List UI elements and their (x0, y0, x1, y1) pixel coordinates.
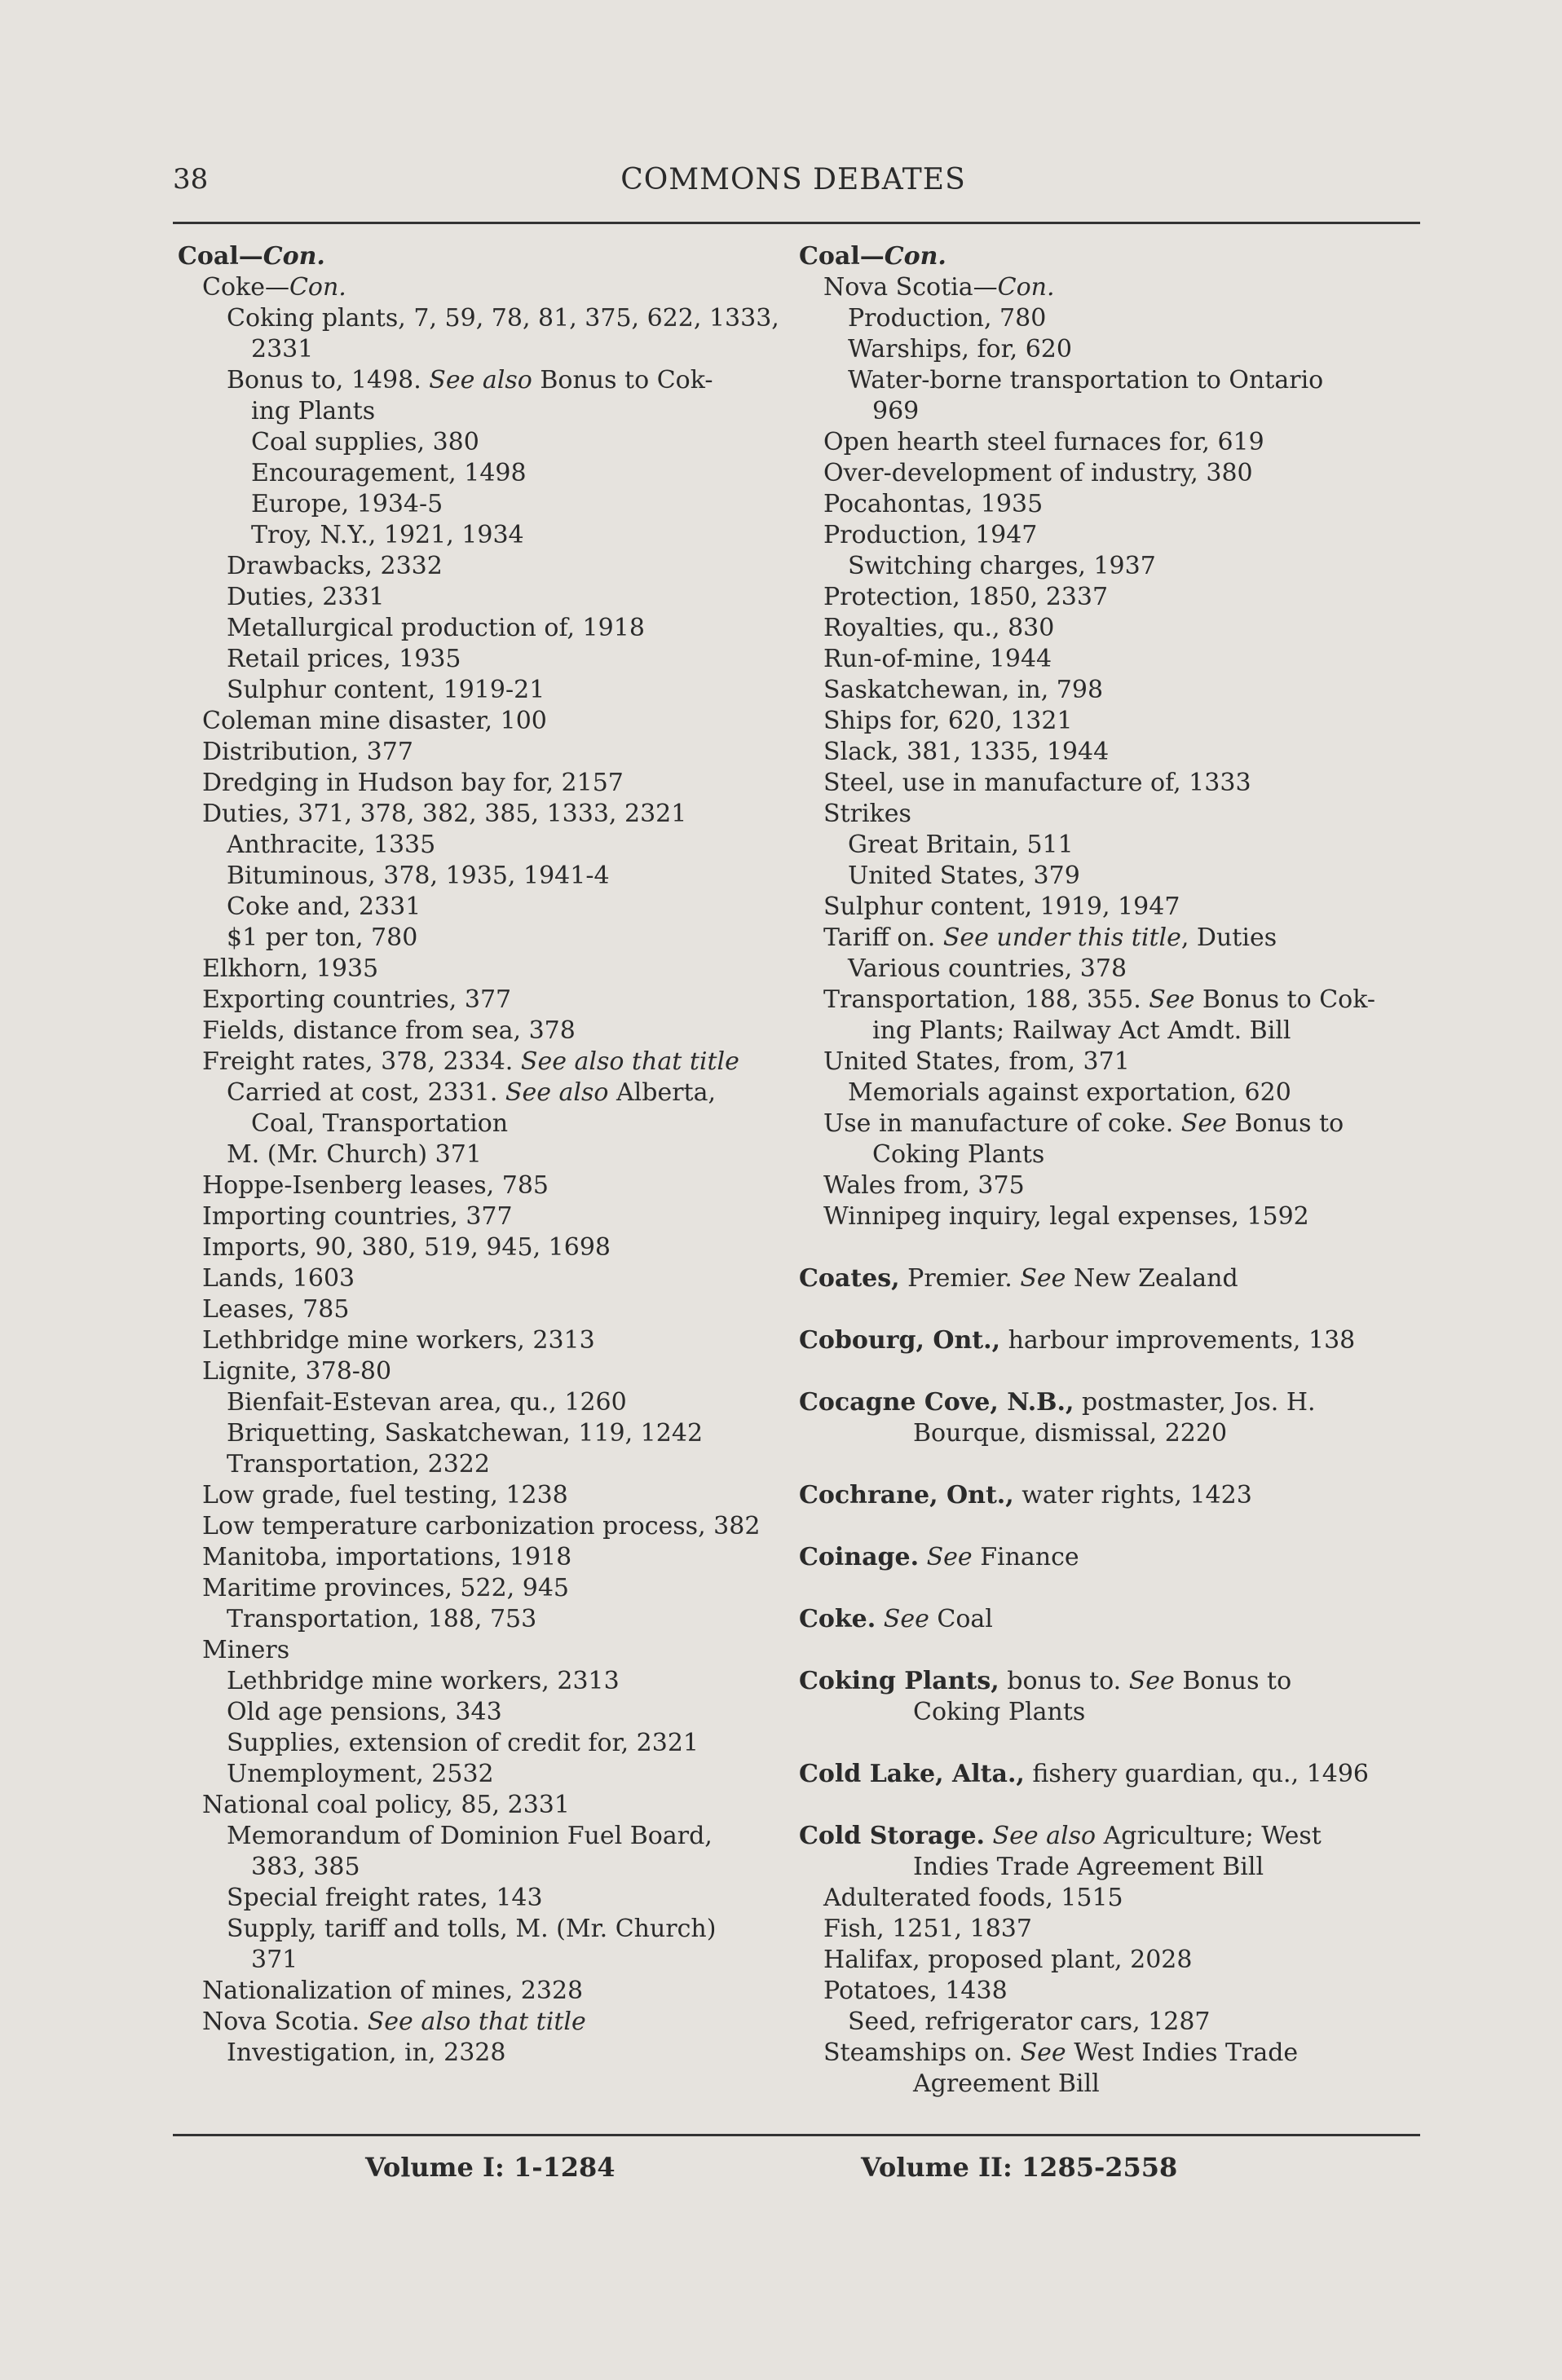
index-entry: Coleman mine disaster, 100 (202, 707, 547, 735)
index-entry: Royalties, qu., 830 (823, 614, 1055, 642)
page-number: 38 (173, 163, 209, 196)
index-entry: Saskatchewan, in, 798 (823, 676, 1104, 704)
index-entry: Leases, 785 (202, 1295, 350, 1324)
index-entry: Agreement Bill (913, 2069, 1100, 2098)
index-entry: Lignite, 378-80 (202, 1357, 392, 1386)
index-entry: Coking Plants (872, 1140, 1045, 1169)
index-entry: ing Plants; Railway Act Amdt. Bill (872, 1016, 1291, 1045)
index-entry: United States, 379 (848, 862, 1080, 890)
index-entry: Lands, 1603 (202, 1264, 355, 1293)
index-entry: Warships, for, 620 (848, 335, 1072, 364)
index-entry: Coking Plants (913, 1698, 1086, 1726)
index-entry: Coal, Transportation (251, 1109, 509, 1138)
index-entry: Hoppe-Isenberg leases, 785 (202, 1171, 549, 1200)
bottom-rule (173, 2134, 1420, 2136)
index-entry: Bituminous, 378, 1935, 1941-4 (227, 862, 610, 890)
index-entry: Use in manufacture of coke. See Bonus to (823, 1109, 1344, 1138)
right-index-column (799, 241, 1427, 2100)
index-entry: Low temperature carbonization process, 382 (202, 1512, 761, 1540)
index-entry: Steel, use in manufacture of, 1333 (823, 769, 1251, 797)
index-entry: Sulphur content, 1919, 1947 (823, 892, 1180, 921)
index-entry: 969 (872, 397, 920, 425)
index-entry: Nationalization of mines, 2328 (202, 1977, 584, 2005)
index-entry: Cobourg, Ont., harbour improvements, 138 (799, 1326, 1356, 1355)
index-entry: Duties, 371, 378, 382, 385, 1333, 2321 (202, 800, 687, 828)
index-entry: Various countries, 378 (848, 954, 1127, 983)
index-entry: Steamships on. See West Indies Trade (823, 2038, 1299, 2067)
index-entry: Importing countries, 377 (202, 1202, 513, 1231)
index-entry: Tariff on. See under this title, Duties (823, 923, 1277, 952)
index-entry: United States, from, 371 (823, 1047, 1130, 1076)
index-entry: Coates, Premier. See New Zealand (799, 1264, 1238, 1293)
index-entry: Investigation, in, 2328 (227, 2038, 506, 2067)
index-entry: Coking plants, 7, 59, 78, 81, 375, 622, 1333, (227, 304, 779, 333)
index-entry: Adulterated foods, 1515 (823, 1884, 1123, 1912)
index-entry: Bienfait-Estevan area, qu., 1260 (227, 1388, 627, 1417)
index-entry: Exporting countries, 377 (202, 985, 512, 1014)
index-entry: 371 (251, 1946, 298, 1974)
footer-volume-two: Volume II: 1285-2558 (861, 2152, 1178, 2183)
index-entry: Bonus to, 1498. See also Bonus to Cok- (227, 366, 713, 394)
index-entry: Cochrane, Ont., water rights, 1423 (799, 1481, 1252, 1510)
index-entry: $1 per ton, 780 (227, 923, 418, 952)
index-entry: Freight rates, 378, 2334. See also that title (202, 1047, 739, 1076)
index-entry: Fish, 1251, 1837 (823, 1915, 1032, 1943)
index-entry: Seed, refrigerator cars, 1287 (848, 2008, 1211, 2036)
index-entry: Troy, N.Y., 1921, 1934 (251, 521, 524, 549)
index-entry: Metallurgical production of, 1918 (227, 614, 645, 642)
index-entry: Water-borne transportation to Ontario (848, 366, 1324, 394)
index-entry: Strikes (823, 800, 911, 828)
index-entry: Dredging in Hudson bay for, 2157 (202, 769, 624, 797)
index-entry: Ships for, 620, 1321 (823, 707, 1073, 735)
index-entry: Cocagne Cove, N.B., postmaster, Jos. H. (799, 1388, 1316, 1417)
index-entry: Transportation, 188, 355. See Bonus to Cok- (823, 985, 1376, 1014)
index-entry: Transportation, 188, 753 (227, 1605, 537, 1633)
index-entry: Coke and, 2331 (227, 892, 421, 921)
index-entry: Nova Scotia—Con. (823, 273, 1055, 302)
index-entry: ing Plants (251, 397, 376, 425)
index-entry: Elkhorn, 1935 (202, 954, 379, 983)
index-entry: Indies Trade Agreement Bill (913, 1853, 1264, 1881)
index-entry: Over-development of industry, 380 (823, 459, 1253, 487)
index-entry: Open hearth steel furnaces for, 619 (823, 428, 1264, 456)
index-entry: Production, 1947 (823, 521, 1038, 549)
index-entry: Bourque, dismissal, 2220 (913, 1419, 1228, 1448)
index-entry: Special freight rates, 143 (227, 1884, 543, 1912)
running-head: COMMONS DEBATES (620, 163, 966, 196)
index-entry: M. (Mr. Church) 371 (227, 1140, 482, 1169)
index-entry: Supplies, extension of credit for, 2321 (227, 1729, 699, 1757)
index-entry: Production, 780 (848, 304, 1047, 333)
index-entry: Fields, distance from sea, 378 (202, 1016, 576, 1045)
index-entry: Winnipeg inquiry, legal expenses, 1592 (823, 1202, 1309, 1231)
index-entry: Run-of-mine, 1944 (823, 645, 1052, 673)
index-entry: Lethbridge mine workers, 2313 (202, 1326, 595, 1355)
index-entry: Imports, 90, 380, 519, 945, 1698 (202, 1233, 611, 1262)
index-entry: Sulphur content, 1919-21 (227, 676, 545, 704)
index-entry: Transportation, 2322 (227, 1450, 490, 1479)
index-entry: Wales from, 375 (823, 1171, 1025, 1200)
index-entry: National coal policy, 85, 2331 (202, 1791, 570, 1819)
index-entry: Manitoba, importations, 1918 (202, 1543, 572, 1571)
index-entry: Distribution, 377 (202, 738, 413, 766)
index-entry: Coal—Con. (178, 242, 325, 271)
index-entry: Encouragement, 1498 (251, 459, 527, 487)
index-entry: 383, 385 (251, 1853, 360, 1881)
index-entry: Coke. See Coal (799, 1605, 993, 1633)
top-rule (173, 222, 1420, 224)
index-entry: Retail prices, 1935 (227, 645, 461, 673)
index-entry: Great Britain, 511 (848, 831, 1074, 859)
index-entry: Halifax, proposed plant, 2028 (823, 1946, 1193, 1974)
index-entry: Memorandum of Dominion Fuel Board, (227, 1822, 713, 1850)
index-entry: Coinage. See Finance (799, 1543, 1079, 1571)
index-entry: Switching charges, 1937 (848, 552, 1156, 580)
index-entry: Maritime provinces, 522, 945 (202, 1574, 570, 1602)
index-entry: Protection, 1850, 2337 (823, 583, 1109, 611)
index-entry: Coal supplies, 380 (251, 428, 479, 456)
index-entry: Memorials against exportation, 620 (848, 1078, 1291, 1107)
index-entry: Briquetting, Saskatchewan, 119, 1242 (227, 1419, 704, 1448)
index-entry: Carried at cost, 2331. See also Alberta, (227, 1078, 717, 1107)
index-entry: 2331 (251, 335, 314, 364)
index-entry: Anthracite, 1335 (227, 831, 436, 859)
index-entry: Slack, 381, 1335, 1944 (823, 738, 1110, 766)
index-entry: Potatoes, 1438 (823, 1977, 1008, 2005)
index-entry: Miners (202, 1636, 290, 1664)
left-index-column (178, 241, 805, 2069)
index-entry: Supply, tariff and tolls, M. (Mr. Church) (227, 1915, 717, 1943)
index-entry: Low grade, fuel testing, 1238 (202, 1481, 568, 1510)
index-entry: Drawbacks, 2332 (227, 552, 443, 580)
index-entry: Lethbridge mine workers, 2313 (227, 1667, 620, 1695)
index-entry: Pocahontas, 1935 (823, 490, 1044, 518)
index-entry: Duties, 2331 (227, 583, 385, 611)
index-entry: Cold Storage. See also Agriculture; West (799, 1822, 1322, 1850)
index-entry: Europe, 1934-5 (251, 490, 443, 518)
index-entry: Coal—Con. (799, 242, 946, 271)
footer-volume-one: Volume I: 1-1284 (365, 2152, 616, 2183)
index-entry: Coke—Con. (202, 273, 346, 302)
index-entry: Unemployment, 2532 (227, 1760, 494, 1788)
index-entry: Old age pensions, 343 (227, 1698, 502, 1726)
index-entry: Coking Plants, bonus to. See Bonus to (799, 1667, 1292, 1695)
index-entry: Cold Lake, Alta., fishery guardian, qu., 1496 (799, 1760, 1370, 1788)
index-entry: Nova Scotia. See also that title (202, 2008, 586, 2036)
